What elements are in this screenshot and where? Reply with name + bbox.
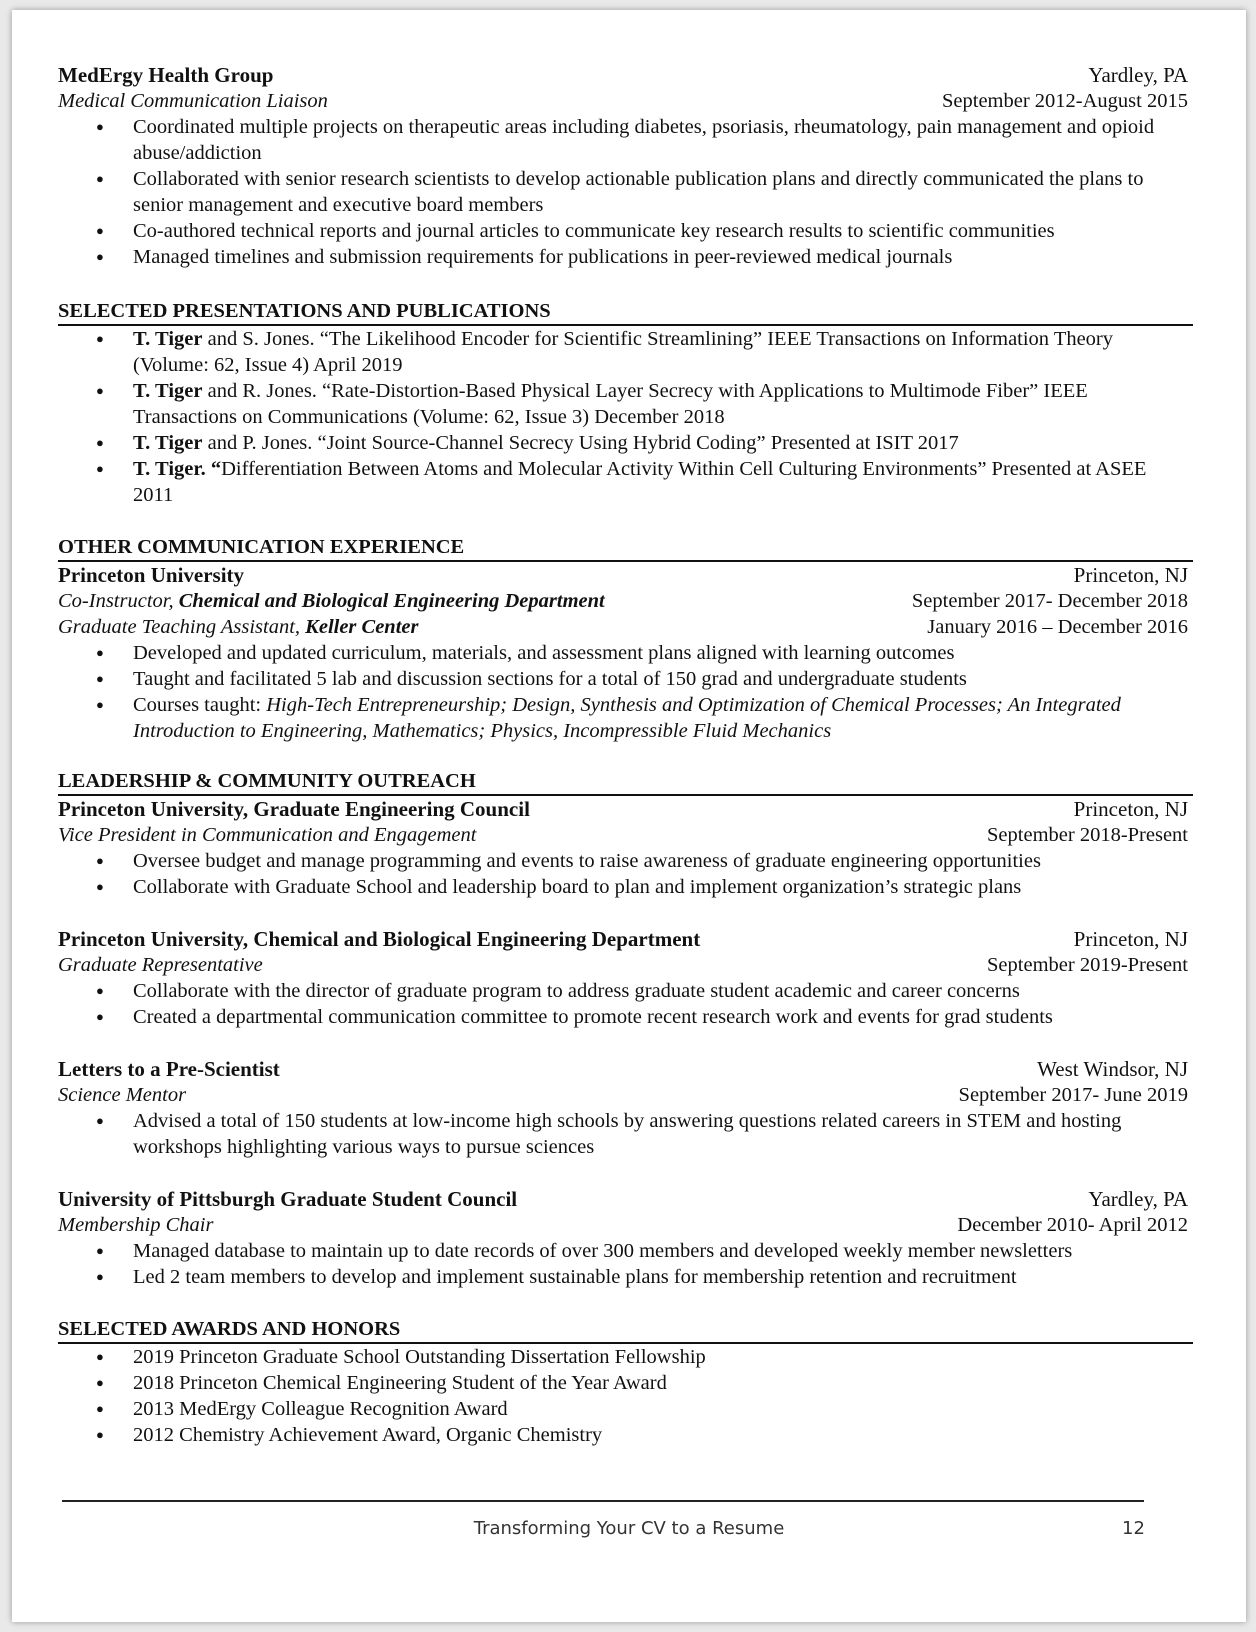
list-item: ● T. Tiger and R. Jones. “Rate-Distortion-Based Physical Layer Secrecy with Applications to Multimode Fiber” IEEE Transactions on Communications (Volume: 62, Issue 3) December 2018 — [58, 378, 1188, 430]
list-item: ● Oversee budget and manage programming and events to raise awareness of graduate engineering opportunities — [58, 848, 1188, 874]
list-item: ● Managed timelines and submission requirements for publications in peer-reviewed medical journals — [58, 244, 1188, 270]
list-item: ● 2018 Princeton Chemical Engineering Student of the Year Award — [58, 1370, 1188, 1396]
list-item: ● 2019 Princeton Graduate School Outstanding Dissertation Fellowship — [58, 1344, 1188, 1370]
list-item: ● T. Tiger and P. Jones. “Joint Source-Channel Secrecy Using Hybrid Coding” Presented at ISIT 2017 — [58, 430, 1188, 456]
page-number: 12 — [1122, 1518, 1145, 1539]
list-item: ● Collaborate with the director of graduate program to address graduate student academic and career concerns — [58, 978, 1188, 1004]
role-dates: September 2019-Present — [987, 954, 1188, 976]
courses-list: High-Tech Entrepreneurship; Design, Synthesis and Optimization of Chemical Processes; An Integrated Introduction to Engineering, Mathematics; Physics, Incompressible Fluid Mechanics — [133, 694, 1121, 742]
role-title: Science Mentor — [58, 1084, 187, 1106]
author-name: T. Tiger. “ — [133, 458, 222, 480]
experience-graduate-engineering-council — [58, 796, 1188, 900]
list-item: ● Taught and facilitated 5 lab and discussion sections for a total of 150 grad and undergraduate students — [58, 666, 1188, 692]
list-item: ● Created a departmental communication committee to promote recent research work and events for grad students — [58, 1004, 1188, 1030]
role-title: Medical Communication Liaison — [58, 90, 328, 112]
org-location: Princeton, NJ — [1073, 927, 1188, 951]
org-name: Princeton University, Chemical and Biological Engineering Department — [58, 927, 701, 951]
experience-medergy — [58, 62, 1188, 270]
bullet-list — [58, 114, 1188, 270]
experience-pitt-gsc — [58, 1186, 1188, 1290]
list-item: ● Coordinated multiple projects on therapeutic areas including diabetes, psoriasis, rheumatology, pain management and opioid abuse/addiction — [58, 114, 1188, 166]
role-dates: September 2012-August 2015 — [942, 90, 1188, 112]
list-item: ● T. Tiger and S. Jones. “The Likelihood Encoder for Scientific Streamlining” IEEE Transactions on Information Theory (Volume: 62, Issue 4) April 2019 — [58, 326, 1188, 378]
section-heading-leadership: LEADERSHIP & COMMUNITY OUTREACH — [58, 768, 1193, 796]
publication-list — [58, 326, 1188, 508]
section-heading-awards: SELECTED AWARDS AND HONORS — [58, 1316, 1193, 1344]
org-name: Princeton University, Graduate Engineering Council — [58, 797, 530, 821]
org-location: Princeton, NJ — [1073, 563, 1188, 587]
resume-content — [58, 62, 1188, 1448]
role-title: Co-Instructor, Chemical and Biological Engineering Department — [58, 590, 605, 612]
list-item: ● Collaborated with senior research scientists to develop actionable publication plans and directly communicated the plans to senior management and executive board members — [58, 166, 1188, 218]
list-item: ● Advised a total of 150 students at low-income high schools by answering questions related careers in STEM and hosting workshops highlighting various ways to pursue sciences — [58, 1108, 1188, 1160]
org-name: University of Pittsburgh Graduate Student Council — [58, 1187, 518, 1211]
role-dates: September 2018-Present — [987, 824, 1188, 846]
role-dates: January 2016 – December 2016 — [927, 616, 1188, 638]
org-location: Yardley, PA — [1088, 1187, 1188, 1211]
author-name: T. Tiger — [133, 380, 203, 402]
bullet-list — [58, 640, 1188, 744]
role-dates: December 2010- April 2012 — [957, 1214, 1188, 1236]
footer-divider — [62, 1500, 1144, 1502]
list-item: ● 2013 MedErgy Colleague Recognition Award — [58, 1396, 1188, 1422]
org-name: Letters to a Pre-Scientist — [58, 1057, 280, 1081]
experience-cbe-department — [58, 926, 1188, 1030]
org-location: Princeton, NJ — [1073, 797, 1188, 821]
role-dates: September 2017- June 2019 — [958, 1084, 1188, 1106]
org-location: Yardley, PA — [1088, 63, 1188, 87]
section-heading-other-communication: OTHER COMMUNICATION EXPERIENCE — [58, 534, 1193, 562]
list-item: ● Courses taught: High-Tech Entrepreneurship; Design, Synthesis and Optimization of Chemical Processes; An Integrated Introduction to Engineering, Mathematics; Physics, Incompressible Fluid Mechanics — [58, 692, 1188, 744]
author-name: T. Tiger — [133, 328, 203, 350]
experience-princeton-teaching — [58, 562, 1188, 744]
section-heading-publications: SELECTED PRESENTATIONS AND PUBLICATIONS — [58, 298, 1193, 326]
experience-letters-to-a-pre-scientist — [58, 1056, 1188, 1160]
bullet-list — [58, 848, 1188, 900]
document-page — [12, 10, 1246, 1622]
list-item: ● T. Tiger. “Differentiation Between Atoms and Molecular Activity Within Cell Culturing Environments” Presented at ASEE 2011 — [58, 456, 1188, 508]
list-item: ● Co-authored technical reports and journal articles to communicate key research results to scientific communities — [58, 218, 1188, 244]
list-item: ● Collaborate with Graduate School and leadership board to plan and implement organization’s strategic plans — [58, 874, 1188, 900]
bullet-list — [58, 1108, 1188, 1160]
author-name: T. Tiger — [133, 432, 203, 454]
bullet-list — [58, 1238, 1188, 1290]
list-item: ● Led 2 team members to develop and implement sustainable plans for membership retention and recruitment — [58, 1264, 1188, 1290]
org-name: MedErgy Health Group — [58, 63, 274, 87]
list-item: ● Developed and updated curriculum, materials, and assessment plans aligned with learning outcomes — [58, 640, 1188, 666]
role-title: Vice President in Communication and Engagement — [58, 824, 477, 846]
org-name: Princeton University — [58, 563, 245, 587]
bullet-list — [58, 978, 1188, 1030]
footer-title: Transforming Your CV to a Resume — [473, 1518, 785, 1539]
org-location: West Windsor, NJ — [1037, 1057, 1188, 1081]
role-dates: September 2017- December 2018 — [911, 590, 1188, 612]
list-item: ● Managed database to maintain up to date records of over 300 members and developed weekly member newsletters — [58, 1238, 1188, 1264]
role-title: Graduate Teaching Assistant, Keller Center — [58, 616, 419, 638]
awards-list — [58, 1344, 1188, 1448]
role-title: Graduate Representative — [58, 954, 263, 976]
role-title: Membership Chair — [58, 1214, 214, 1236]
list-item: ● 2012 Chemistry Achievement Award, Organic Chemistry — [58, 1422, 1188, 1448]
